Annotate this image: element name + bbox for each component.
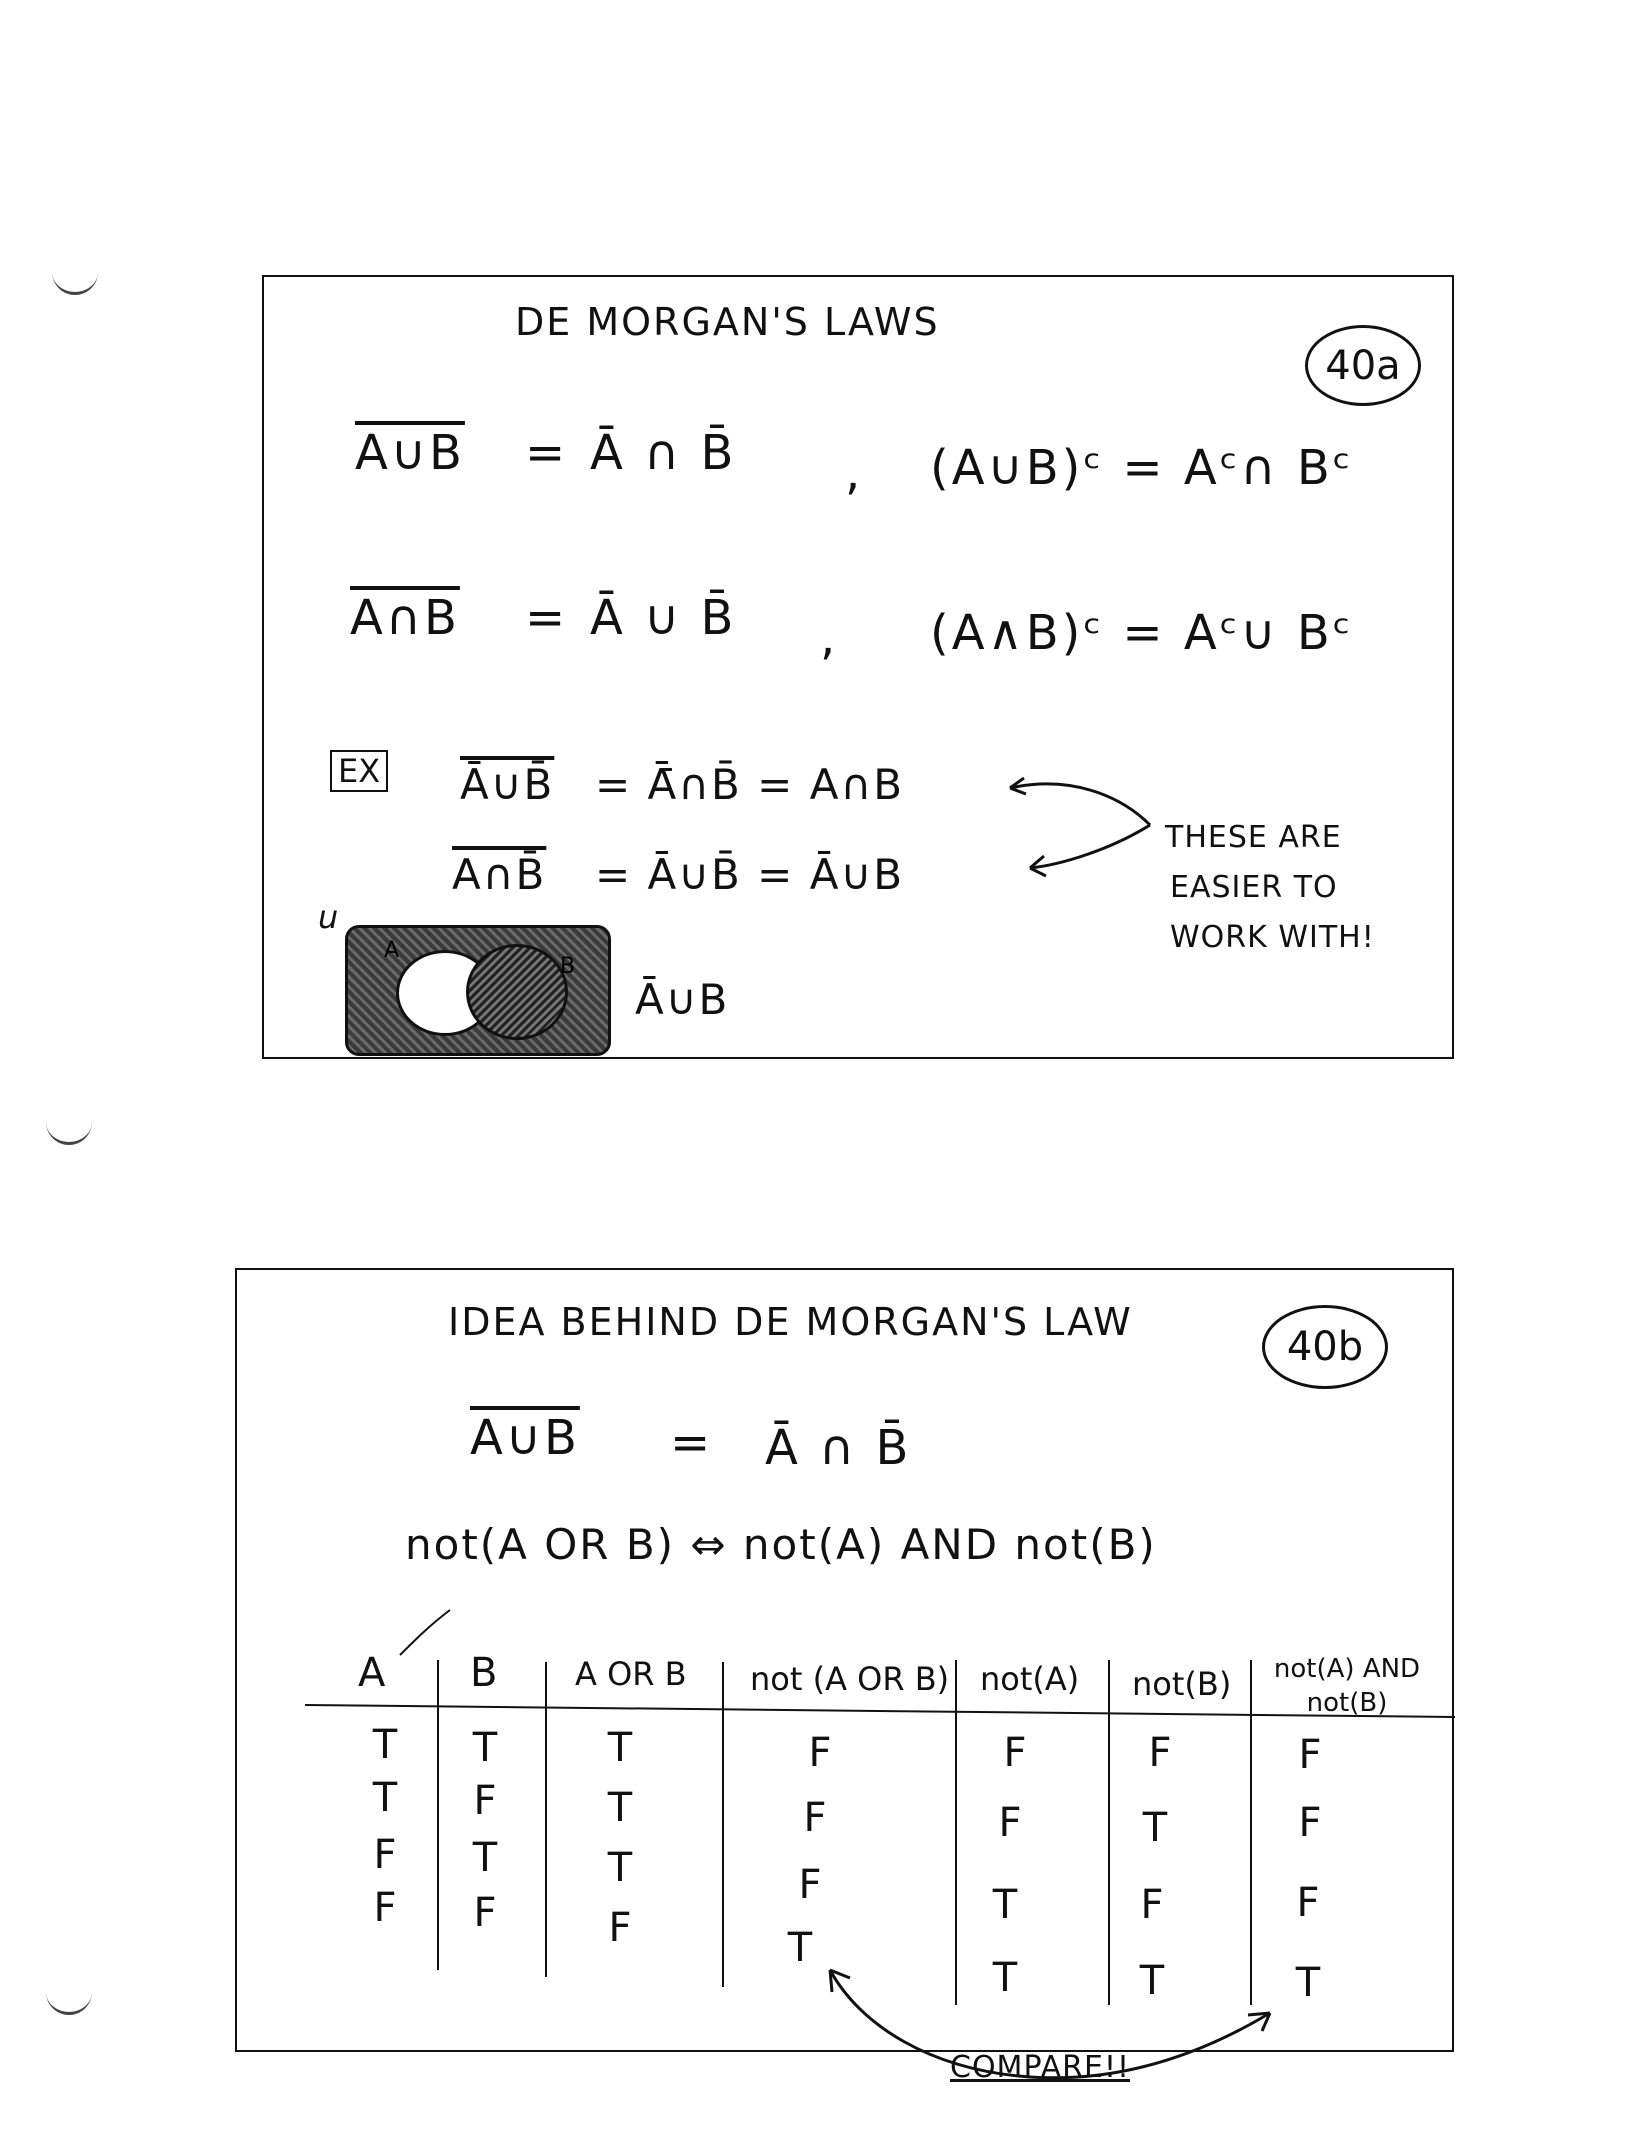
law1-comma: , xyxy=(845,445,864,501)
table-divider-4 xyxy=(955,1660,957,2005)
binder-hole-middle xyxy=(46,1118,92,1145)
idea-eq-right xyxy=(765,1420,911,1476)
cell-not-b-4: T xyxy=(1139,1958,1165,2004)
law1-right-a: Ā xyxy=(590,425,626,481)
table-divider-6 xyxy=(1250,1660,1252,2005)
venn-circle-b xyxy=(466,944,568,1040)
header-tick-mark xyxy=(395,1605,455,1660)
cell-not-a-2: F xyxy=(998,1800,1022,1846)
card-b-badge: 40b xyxy=(1262,1305,1388,1389)
cell-not-b-1: F xyxy=(1148,1730,1172,1776)
example2-left-text: A∩B̄ xyxy=(452,850,547,899)
venn-label-b: B xyxy=(560,954,576,979)
cell-not-aorb-1: F xyxy=(808,1730,832,1776)
table-divider-5 xyxy=(1108,1660,1110,2005)
cell-aorb-3: T xyxy=(607,1845,633,1891)
cell-not-b-3: F xyxy=(1140,1882,1164,1928)
idea-eq-sign: = xyxy=(670,1415,714,1471)
cell-not-a-3: T xyxy=(992,1882,1018,1928)
law2-right-b: B̄ xyxy=(700,590,737,646)
card-b-title: IDEA BEHIND DE MORGAN'S LAW xyxy=(448,1300,1133,1344)
venn-diagram xyxy=(345,925,611,1056)
binder-hole-top xyxy=(52,268,98,295)
law2-equals: = xyxy=(525,590,569,646)
table-header-and: not(A) AND not(B) xyxy=(1273,1654,1421,1718)
venn-label-a: A xyxy=(384,938,400,963)
cell-aorb-2: T xyxy=(607,1785,633,1831)
cell-a-4: F xyxy=(373,1885,397,1931)
cell-b-4: F xyxy=(473,1890,497,1936)
law1-equals: = xyxy=(525,425,569,481)
cell-and-2: F xyxy=(1298,1800,1322,1846)
table-header-not-a: not(A) xyxy=(980,1660,1080,1698)
example2-right: = Ā∪B̄̄ = Ā∪B xyxy=(595,850,905,899)
cell-not-a-1: F xyxy=(1003,1730,1027,1776)
note-line-1: THESE ARE xyxy=(1165,820,1342,855)
cell-aorb-1: T xyxy=(607,1725,633,1771)
idea-eq-left xyxy=(470,1410,580,1466)
example-label: EX xyxy=(330,750,388,792)
law1-right xyxy=(590,425,736,481)
cell-a-3: F xyxy=(373,1832,397,1878)
cell-and-1: F xyxy=(1298,1732,1322,1778)
cell-b-3: T xyxy=(472,1835,498,1881)
law1-op: ∩ xyxy=(644,425,683,481)
example1-right: = Ā̄∩B̄̄ = A∩B xyxy=(595,760,905,809)
table-header-b: B xyxy=(470,1650,498,1696)
cell-a-2: T xyxy=(372,1775,398,1821)
law2-complement-form: (A∧B)ᶜ = Aᶜ∪ Bᶜ xyxy=(930,605,1354,661)
table-header-a: A xyxy=(358,1650,386,1696)
venn-universe-label: u xyxy=(318,898,339,936)
cell-not-b-2: T xyxy=(1142,1805,1168,1851)
law1-left-text: A∪B xyxy=(355,425,465,481)
law1-complement-form: (A∪B)ᶜ = Aᶜ∩ Bᶜ xyxy=(930,440,1354,496)
law1-left xyxy=(355,425,465,481)
idea-eq-right-a: Ā xyxy=(765,1420,801,1476)
cell-and-4: T xyxy=(1295,1960,1321,2006)
table-header-a-or-b: A OR B xyxy=(575,1655,687,1693)
table-divider-3 xyxy=(722,1662,724,1987)
cell-not-aorb-3: F xyxy=(798,1862,822,1908)
law2-op: ∪ xyxy=(644,590,683,646)
venn-caption: Ā∪B xyxy=(635,975,730,1024)
table-header-not-a-or-b: not (A OR B) xyxy=(750,1660,950,1698)
note-line-2: EASIER TO xyxy=(1170,870,1338,905)
cell-b-1: T xyxy=(472,1725,498,1771)
example1-left xyxy=(460,760,554,809)
law1-right-b: B̄ xyxy=(700,425,737,481)
card-a-badge: 40a xyxy=(1305,325,1421,406)
card-a-title: DE MORGAN'S LAWS xyxy=(515,300,940,344)
law2-right-a: Ā xyxy=(590,590,626,646)
law2-right xyxy=(590,590,736,646)
idea-eq-op: ∩ xyxy=(819,1420,858,1476)
cell-not-aorb-2: F xyxy=(803,1795,827,1841)
table-divider-1 xyxy=(437,1660,439,1970)
example2-left xyxy=(452,850,546,899)
law2-left-text: A∩B xyxy=(350,590,460,646)
cell-a-1: T xyxy=(372,1722,398,1768)
cell-not-aorb-4: T xyxy=(787,1925,813,1971)
law2-comma: , xyxy=(820,610,839,666)
cell-b-2: F xyxy=(473,1778,497,1824)
table-divider-2 xyxy=(545,1662,547,1977)
cell-not-a-4: T xyxy=(992,1955,1018,2001)
table-header-not-b: not(B) xyxy=(1132,1665,1232,1703)
note-line-3: WORK WITH! xyxy=(1170,920,1375,955)
idea-eq-right-b: B̄ xyxy=(875,1420,912,1476)
idea-logic-statement: not(A OR B) ⇔ not(A) AND not(B) xyxy=(405,1520,1157,1569)
cell-aorb-4: F xyxy=(608,1905,632,1951)
compare-label: COMPARE!! xyxy=(950,2050,1130,2085)
idea-eq-left-text: A∪B xyxy=(470,1410,580,1466)
note-arrows xyxy=(1000,770,1170,880)
law2-left xyxy=(350,590,460,646)
binder-hole-bottom xyxy=(46,1988,92,2015)
cell-and-3: F xyxy=(1296,1880,1320,1926)
example1-left-text: Ā∪B̄ xyxy=(460,760,555,809)
